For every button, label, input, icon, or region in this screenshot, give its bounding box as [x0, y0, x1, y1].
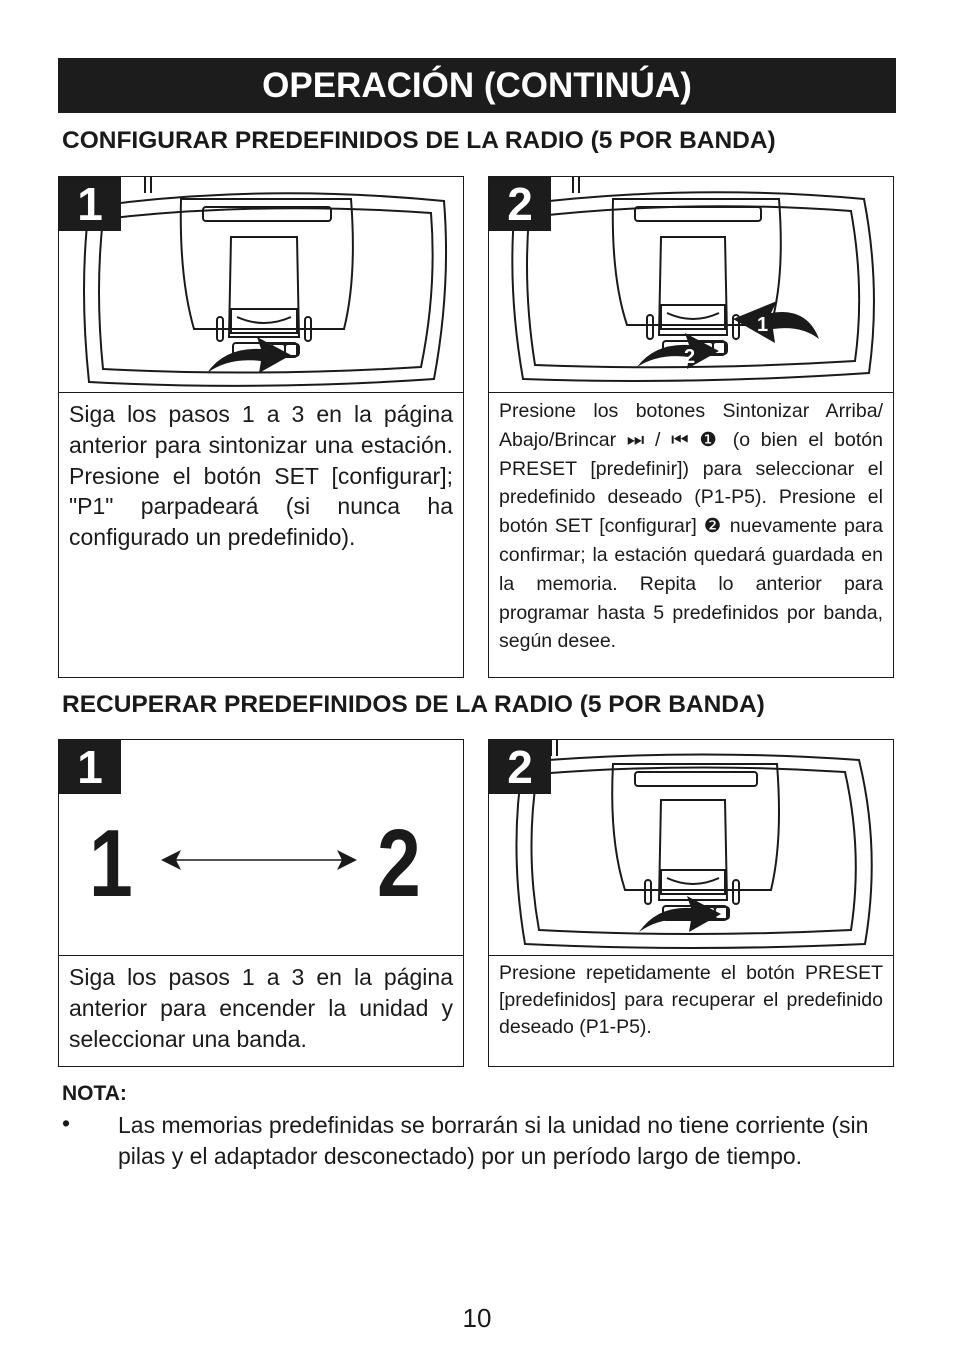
callout-2-label: 2 [684, 346, 696, 368]
diagram-left-number: 1 [89, 810, 133, 917]
set-step-1-panel [58, 176, 464, 678]
set-step-1-text: Siga los pasos 1 a 3 en la página anterior para sintonizar una estación. Presione el botón SET [configurar]; "P1" parpadeará (si nunca ha configurado un predefinido). [69, 401, 453, 551]
page-title-banner [58, 58, 896, 113]
page-title: OPERACIÓN (CONTINÚA) [262, 65, 692, 105]
note-bullet: • [62, 1110, 71, 1136]
recall-step-1-diagram [59, 740, 463, 956]
note-text: Las memorias predefinidas se borrarán si la unidad no tiene corriente (sin pilas y el adaptador desconectado) por un período largo de tiempo. [118, 1112, 869, 1169]
step-number-badge: 2 [489, 740, 551, 794]
recall-step-2-illustration [489, 740, 893, 956]
note-label: NOTA: [62, 1082, 127, 1105]
page-number: 10 [462, 1303, 492, 1333]
recall-step-1-text: Siga los pasos 1 a 3 en la página anterior para encender la unidad y seleccionar una banda. [69, 964, 453, 1052]
recall-step-1-panel [58, 739, 464, 1067]
section-title-recall-presets: RECUPERAR PREDEFINIDOS DE LA RADIO (5 POR BANDA) [62, 691, 765, 718]
callout-1-label: 1 [757, 314, 769, 336]
step-number-badge: 1 [59, 177, 121, 231]
step-number-badge: 1 [59, 740, 121, 794]
step-number-badge: 2 [489, 177, 551, 231]
section-title-set-presets: CONFIGURAR PREDEFINIDOS DE LA RADIO (5 POR BANDA) [62, 127, 776, 154]
set-step-1-illustration [59, 177, 463, 393]
set-step-2-illustration [489, 177, 893, 393]
set-step-2-text: Presione los botones Sintonizar Arriba/ Abajo/Brincar ⏭ / ⏮ ❶ (o bien el botón PRESET [predefinir]) para seleccionar el predefinido deseado (P1-P5). Presione el botón SET [configurar] ❷ nuevamente para confirmar; la estación quedará guardada en la memoria. Repita lo anterior para programar hasta 5 predefinidos por banda, según desee. [499, 400, 883, 653]
recall-step-2-panel [488, 739, 894, 1067]
recall-step-2-text: Presione repetidamente el botón PRESET [predefinidos] para recuperar el predefinido deseado (P1-P5). [499, 962, 883, 1038]
diagram-right-number: 2 [377, 810, 421, 917]
set-step-2-panel [488, 176, 894, 678]
